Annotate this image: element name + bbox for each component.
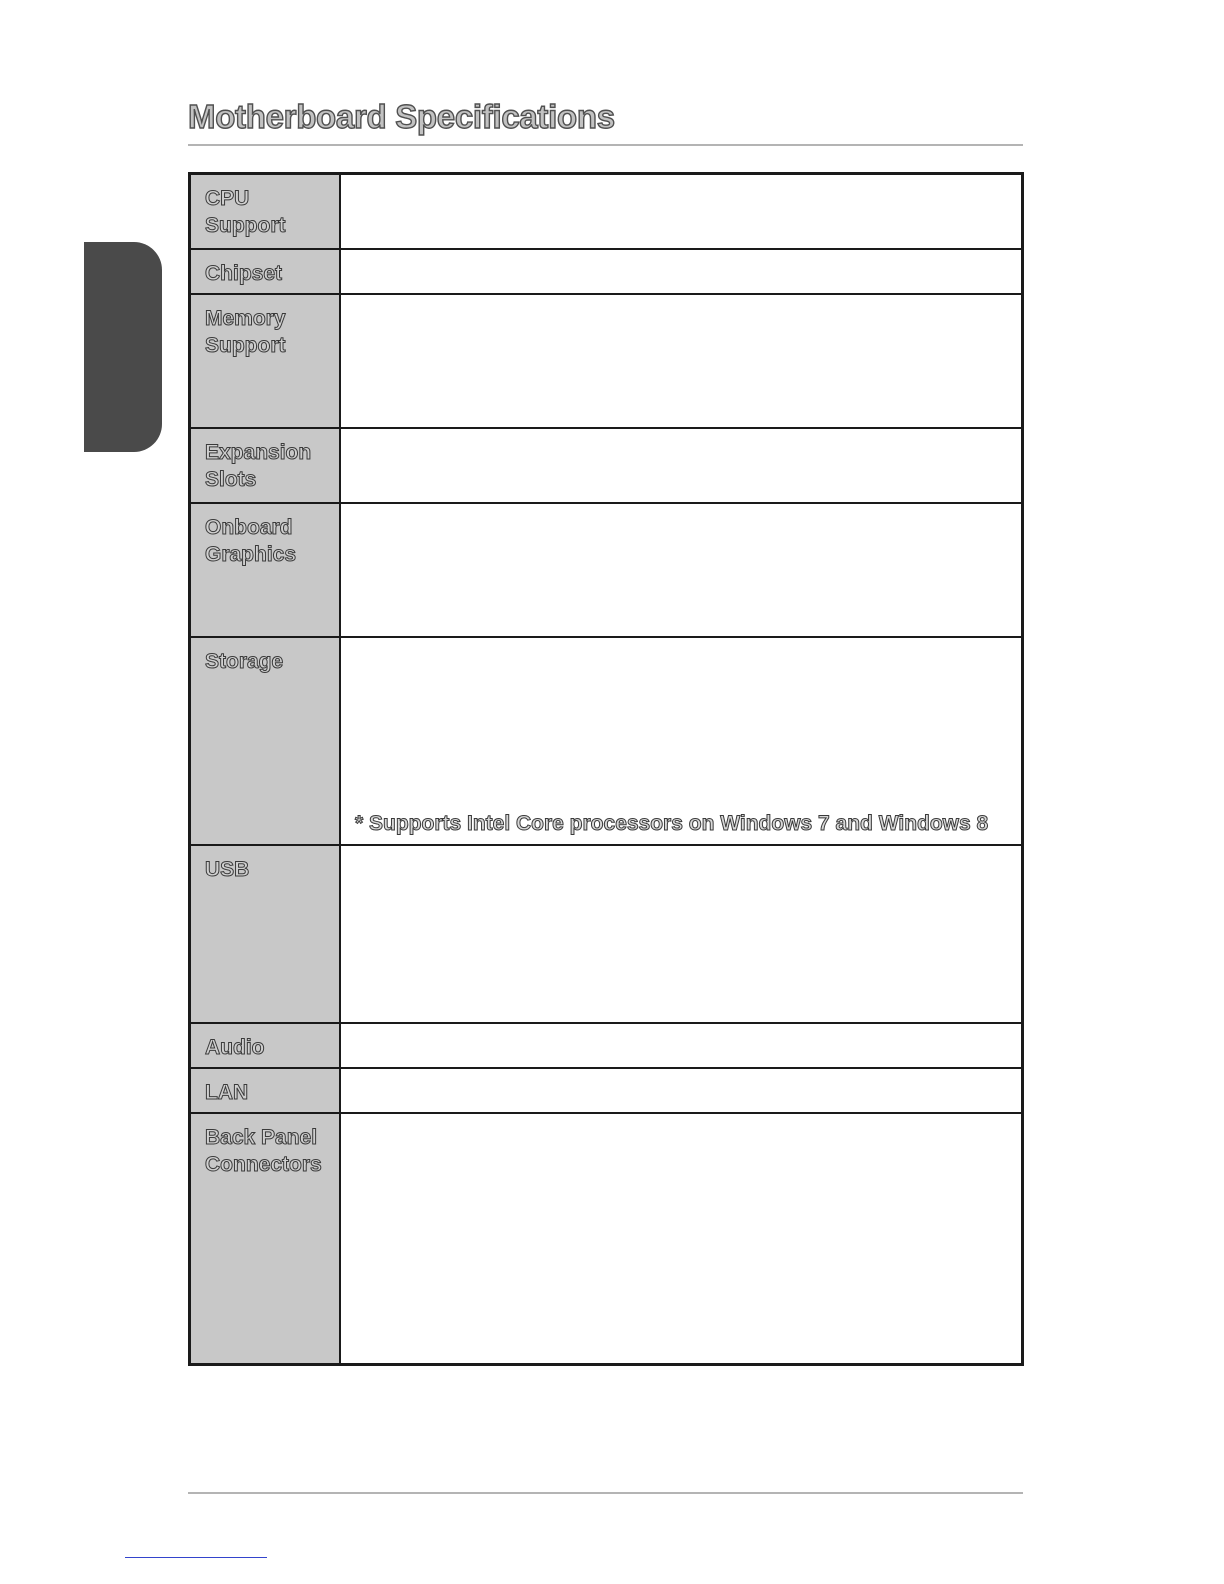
spec-label: Back Panel Connectors bbox=[205, 1125, 322, 1176]
spec-label: USB bbox=[205, 857, 250, 881]
bottom-link-underline bbox=[125, 1557, 267, 1558]
spec-row-memory-support bbox=[190, 294, 1023, 428]
spec-label-cell bbox=[190, 1113, 341, 1365]
spec-label: CPU Support bbox=[205, 187, 286, 237]
spec-label-cell bbox=[190, 1068, 341, 1113]
spec-value-cell bbox=[340, 249, 1023, 294]
footer-divider bbox=[188, 1492, 1023, 1494]
spec-row-storage bbox=[190, 637, 1023, 845]
spec-label-cell bbox=[190, 637, 341, 845]
spec-label-cell bbox=[190, 249, 341, 294]
spec-label-cell bbox=[190, 174, 341, 249]
spec-row-back-panel-connectors bbox=[190, 1113, 1023, 1365]
side-chapter-tab bbox=[84, 242, 162, 452]
spec-row-cpu-support bbox=[190, 174, 1023, 249]
spec-label: Chipset bbox=[205, 261, 283, 285]
spec-label: Memory Support bbox=[205, 306, 286, 357]
spec-row-lan bbox=[190, 1068, 1023, 1113]
spec-value-cell bbox=[340, 428, 1023, 503]
spec-value-cell bbox=[340, 294, 1023, 428]
spec-row-usb bbox=[190, 845, 1023, 1023]
spec-label-cell bbox=[190, 428, 341, 503]
spec-value-cell bbox=[340, 174, 1023, 249]
spec-value-cell bbox=[340, 503, 1023, 637]
spec-value-cell bbox=[340, 845, 1023, 1023]
spec-label: LAN bbox=[205, 1080, 249, 1104]
spec-row-chipset bbox=[190, 249, 1023, 294]
spec-label: Onboard Graphics bbox=[205, 515, 297, 566]
spec-row-expansion-slots bbox=[190, 428, 1023, 503]
page-title: Motherboard Specifications bbox=[188, 98, 615, 135]
spec-label: Expansion Slots bbox=[205, 440, 312, 491]
spec-value-cell bbox=[340, 1113, 1023, 1365]
spec-label-cell bbox=[190, 1023, 341, 1068]
spec-label: Audio bbox=[205, 1035, 265, 1059]
spec-value-cell bbox=[340, 1023, 1023, 1068]
spec-label-cell bbox=[190, 294, 341, 428]
spec-label-cell bbox=[190, 503, 341, 637]
spec-row-audio bbox=[190, 1023, 1023, 1068]
title-divider bbox=[188, 144, 1023, 146]
spec-row-onboard-graphics bbox=[190, 503, 1023, 637]
spec-table bbox=[188, 172, 1024, 1366]
spec-label-cell bbox=[190, 845, 341, 1023]
spec-value-cell bbox=[340, 637, 1023, 845]
storage-footnote: * Supports Intel Core processors on Windows 7 and Windows 8 bbox=[355, 811, 989, 835]
spec-value-cell bbox=[340, 1068, 1023, 1113]
spec-label: Storage bbox=[205, 649, 284, 673]
